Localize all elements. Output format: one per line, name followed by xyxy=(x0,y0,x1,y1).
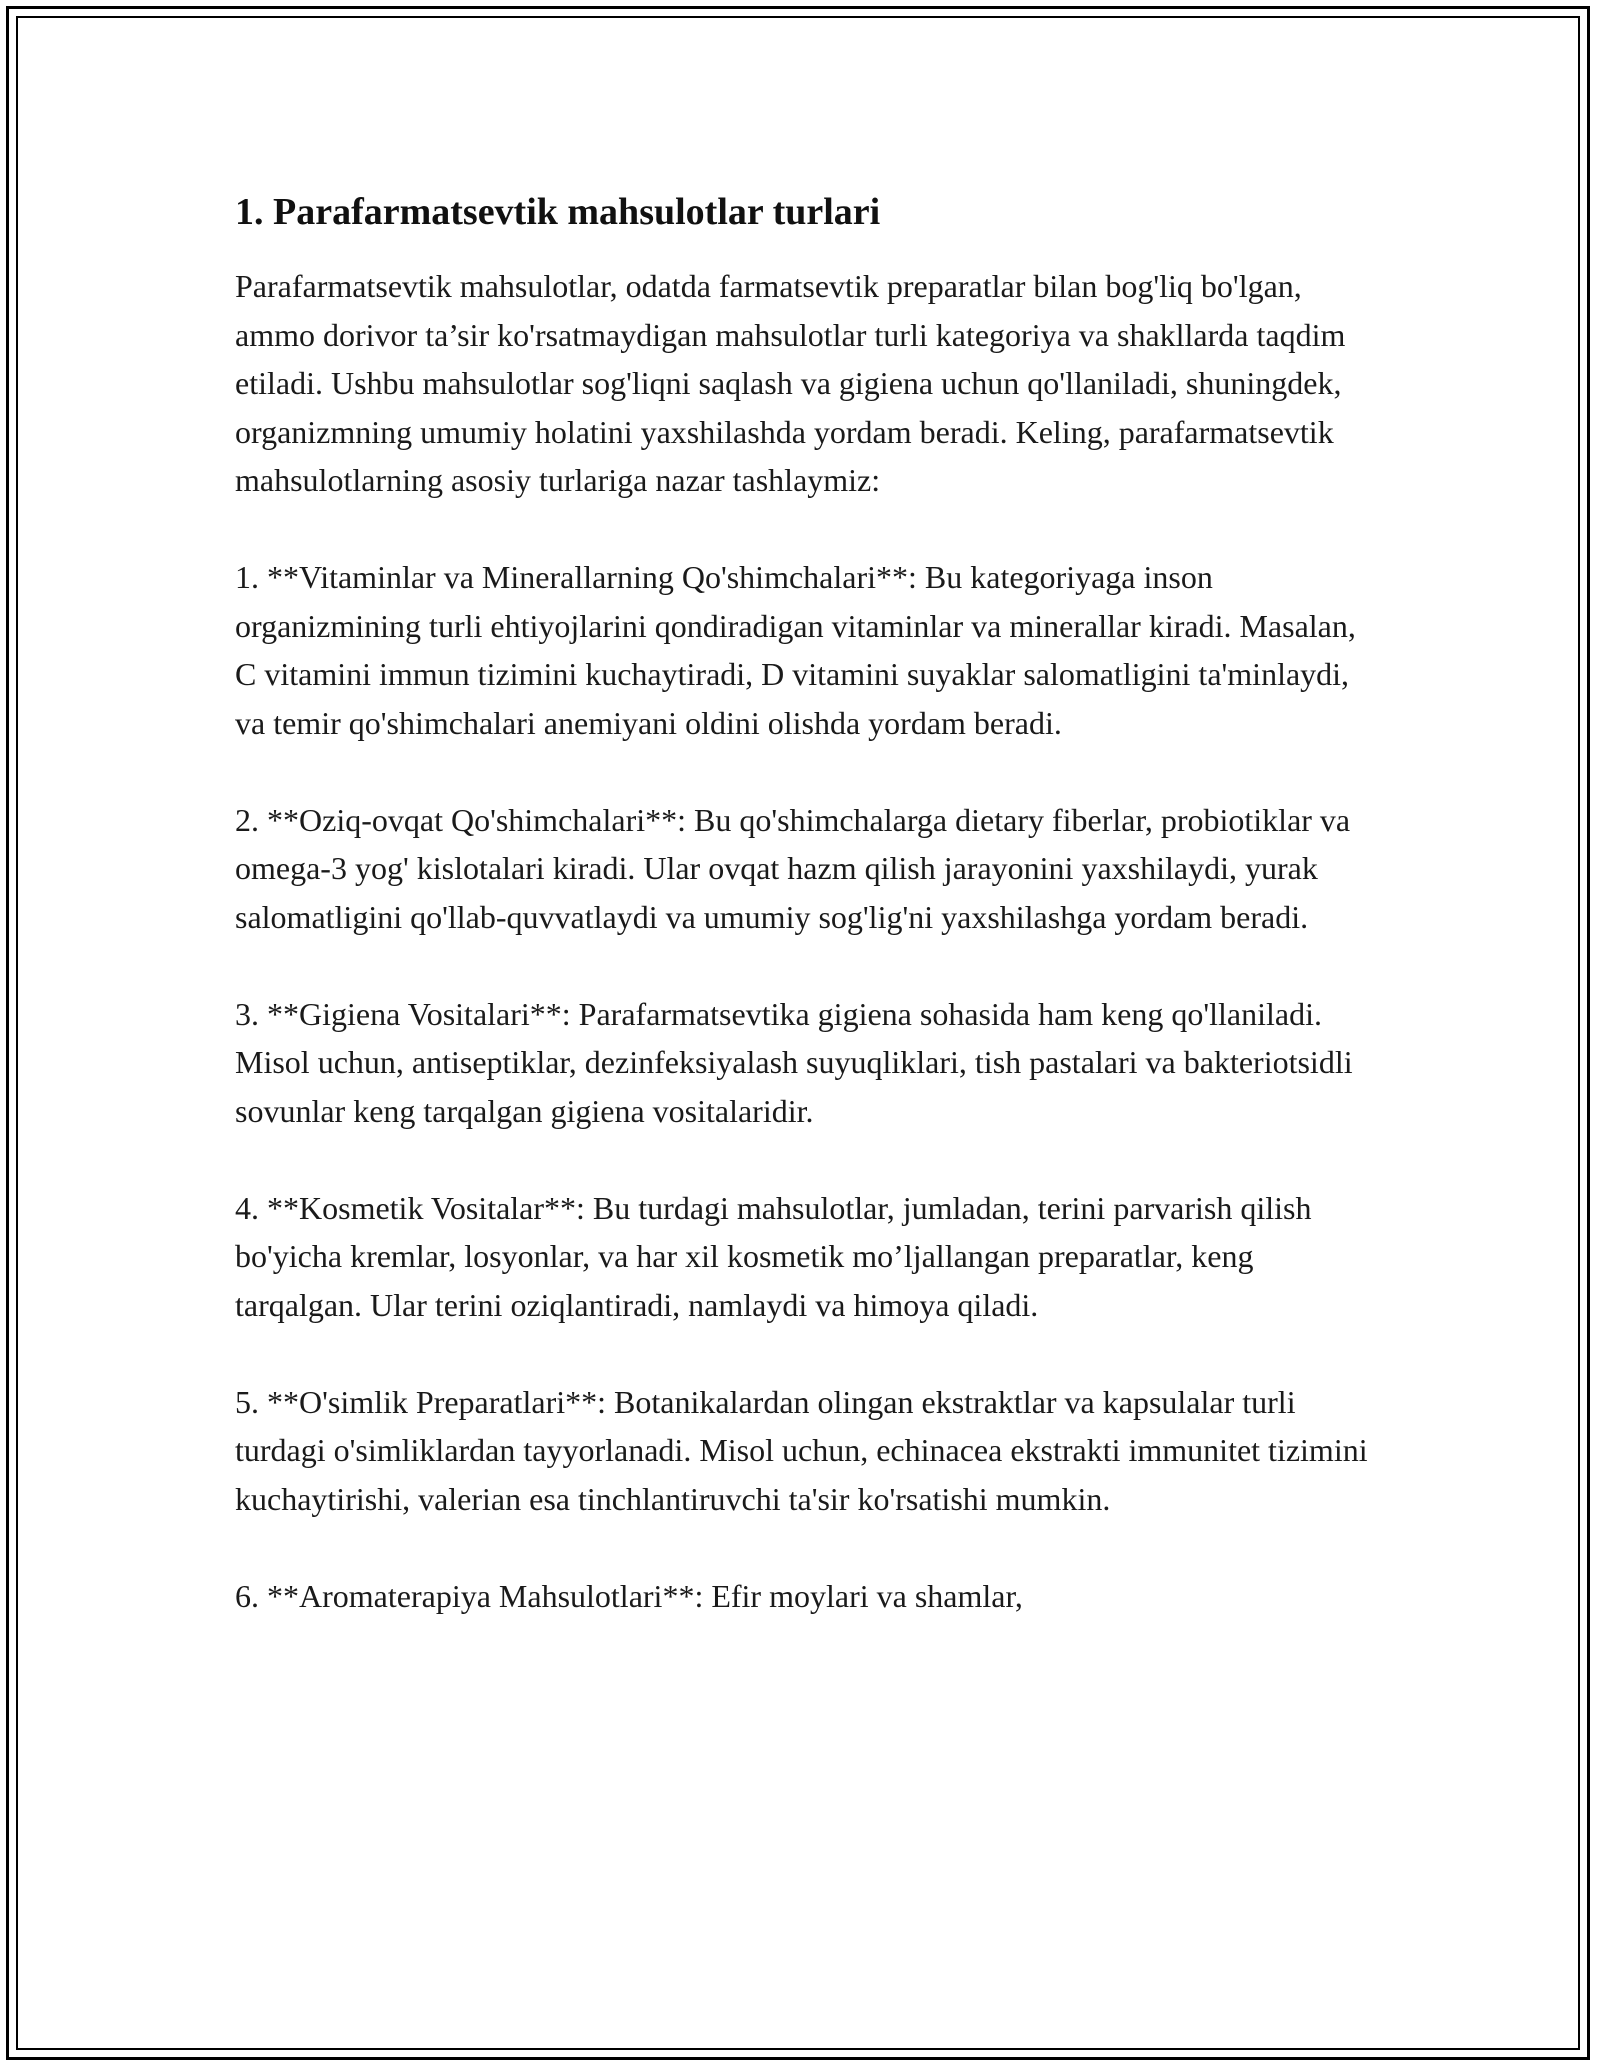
list-item-hygiene: 3. **Gigiena Vositalari**: Parafarmatsevtika gigiena sohasida ham keng qo'llaniladi. Misol uchun, antiseptiklar, dezinfeksiyalash suyuqliklari, tish pastalari va bakteriotsidli sovunlar keng tarqalgan gigiena vositalaridir. xyxy=(235,995,1353,1129)
intro-paragraph: Parafarmatsevtik mahsulotlar, odatda farmatsevtik preparatlar bilan bog'liq bo'lgan, ammo dorivor ta’sir ko'rsatmaydigan mahsulotlar turli kategoriya va shakllarda taqdim etiladi. Ushbu mahsulotlar sog'liqni saqlash va gigiena uchun qo'llaniladi, shuningdek, organizmning umumiy holatini yaxshilashda yordam beradi. Keling, parafarmatsevtik mahsulotlarning asosiy turlariga nazar tashlaymiz: xyxy=(235,268,1346,498)
list-item-herbal: 5. **O'simlik Preparatlari**: Botanikalardan olingan ekstraktlar va kapsulalar turli turdagi o'simliklardan tayyorlanadi. Misol uchun, echinacea ekstrakti immunitet tizimini kuchaytirishi, valerian esa tinchlantiruvchi ta'sir ko'rsatishi mumkin. xyxy=(235,1383,1368,1517)
list-item-cosmetics: 4. **Kosmetik Vositalar**: Bu turdagi mahsulotlar, jumladan, terini parvarish qilish bo'yicha kremlar, losyonlar, va har xil kosmetik mo’ljallangan preparatlar, keng tarqalgan. Ular terini oziqlantiradi, namlaydi va himoya qiladi. xyxy=(235,1189,1312,1323)
list-item-aromatherapy: 6. **Aromaterapiya Mahsulotlari**: Efir moylari va shamlar, xyxy=(235,1577,1023,1614)
section-heading: 1. Parafarmatsevtik mahsulotlar turlari xyxy=(235,191,881,233)
list-item-vitamins: 1. **Vitaminlar va Minerallarning Qo'shimchalari**: Bu kategoriyaga inson organizmining turli ehtiyojlarini qondiradigan vitaminlar va minerallar kiradi. Masalan, C vitamini immun tizimini kuchaytiradi, D vitamini suyaklar salomatligini ta'minlaydi, va temir qo'shimchalari anemiyani oldini olishda yordam beradi. xyxy=(235,559,1356,741)
list-item-food-supplements: 2. **Oziq-ovqat Qo'shimchalari**: Bu qo'shimchalarga dietary fiberlar, probiotiklar va omega-3 yog' kislotalari kiradi. Ular ovqat hazm qilish jarayonini yaxshilaydi, yurak salomatligini qo'llab-quvvatlaydi va umumiy sog'lig'ni yaxshilashga yordam beradi. xyxy=(235,801,1351,935)
document-page xyxy=(235,188,1375,1620)
